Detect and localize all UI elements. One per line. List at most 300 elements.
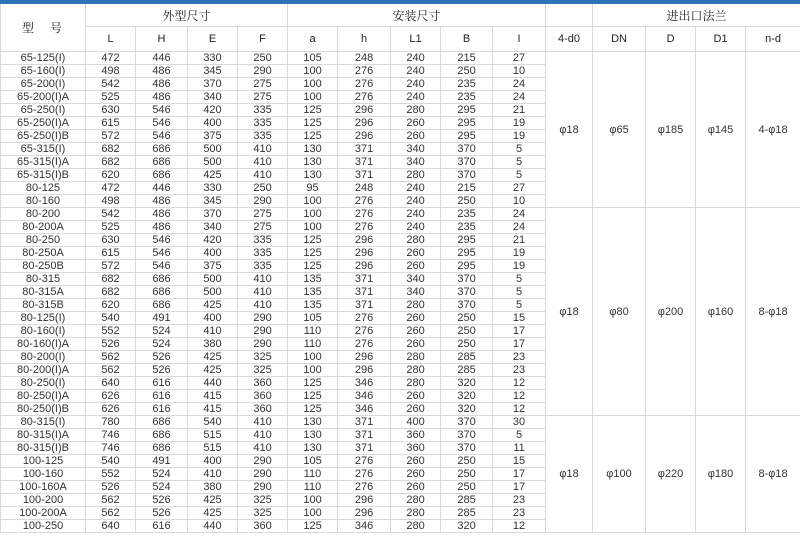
value-cell: 290	[238, 468, 288, 481]
value-cell: 486	[136, 221, 188, 234]
value-cell: 370	[441, 156, 493, 169]
value-cell: 370	[441, 299, 493, 312]
value-cell: 410	[238, 143, 288, 156]
value-cell: 320	[441, 520, 493, 533]
model-cell: 80-125	[1, 182, 86, 195]
model-cell: 100-160A	[1, 481, 86, 494]
value-cell: 235	[441, 78, 493, 91]
value-cell: 285	[441, 507, 493, 520]
model-cell: 65-315(I)B	[1, 169, 86, 182]
value-cell: 260	[391, 325, 441, 338]
value-cell: 12	[493, 403, 546, 416]
value-cell: 410	[188, 468, 238, 481]
value-cell: 110	[288, 325, 338, 338]
value-cell: 400	[391, 416, 441, 429]
value-cell: 686	[136, 143, 188, 156]
value-cell: 130	[288, 429, 338, 442]
value-cell: 686	[136, 169, 188, 182]
model-cell: 80-250(I)	[1, 377, 86, 390]
value-cell: 370	[441, 286, 493, 299]
value-cell: 260	[391, 130, 441, 143]
value-cell: 630	[86, 104, 136, 117]
value-cell: 250	[441, 312, 493, 325]
value-cell: 346	[338, 520, 391, 533]
value-cell: 640	[86, 377, 136, 390]
value-cell: 370	[441, 273, 493, 286]
value-cell: 250	[441, 338, 493, 351]
value-cell: 472	[86, 52, 136, 65]
value-cell: 682	[86, 286, 136, 299]
model-cell: 80-315(I)	[1, 416, 86, 429]
value-cell: 240	[391, 208, 441, 221]
model-cell: 80-200(I)	[1, 351, 86, 364]
value-cell: 360	[238, 377, 288, 390]
value-cell: 346	[338, 390, 391, 403]
column-header-4-d0: 4-d0	[546, 27, 593, 52]
value-cell: 130	[288, 416, 338, 429]
value-cell: 275	[238, 78, 288, 91]
value-cell: 546	[136, 130, 188, 143]
value-cell: 23	[493, 351, 546, 364]
value-cell: 110	[288, 338, 338, 351]
value-cell: 325	[238, 364, 288, 377]
header-group-row	[1, 2, 800, 27]
value-cell: 95	[288, 182, 338, 195]
flange-dn-cell: φ100	[593, 416, 646, 533]
value-cell: 5	[493, 156, 546, 169]
value-cell: 250	[441, 65, 493, 78]
value-cell: 250	[441, 325, 493, 338]
table-row	[1, 416, 800, 429]
value-cell: 248	[338, 52, 391, 65]
value-cell: 371	[338, 416, 391, 429]
value-cell: 420	[188, 104, 238, 117]
value-cell: 100	[288, 351, 338, 364]
value-cell: 24	[493, 78, 546, 91]
value-cell: 280	[391, 520, 441, 533]
value-cell: 260	[391, 260, 441, 273]
column-header-D: D	[646, 27, 696, 52]
value-cell: 235	[441, 221, 493, 234]
value-cell: 100	[288, 507, 338, 520]
value-cell: 275	[238, 221, 288, 234]
value-cell: 370	[441, 442, 493, 455]
value-cell: 375	[188, 130, 238, 143]
column-header-DN: DN	[593, 27, 646, 52]
value-cell: 10	[493, 65, 546, 78]
value-cell: 12	[493, 390, 546, 403]
header-d0-blank	[546, 2, 593, 27]
column-header-F: F	[238, 27, 288, 52]
value-cell: 296	[338, 234, 391, 247]
value-cell: 105	[288, 52, 338, 65]
value-cell: 276	[338, 91, 391, 104]
model-cell: 80-250A	[1, 247, 86, 260]
value-cell: 472	[86, 182, 136, 195]
model-cell: 80-315B	[1, 299, 86, 312]
model-cell: 65-315(I)	[1, 143, 86, 156]
value-cell: 542	[86, 208, 136, 221]
value-cell: 524	[136, 325, 188, 338]
value-cell: 410	[238, 299, 288, 312]
value-cell: 371	[338, 156, 391, 169]
value-cell: 23	[493, 507, 546, 520]
header-outline-dimensions: 外型尺寸	[86, 2, 288, 27]
value-cell: 380	[188, 338, 238, 351]
value-cell: 360	[391, 442, 441, 455]
value-cell: 5	[493, 429, 546, 442]
value-cell: 21	[493, 234, 546, 247]
value-cell: 260	[391, 403, 441, 416]
value-cell: 130	[288, 442, 338, 455]
value-cell: 371	[338, 143, 391, 156]
value-cell: 275	[238, 91, 288, 104]
value-cell: 346	[338, 377, 391, 390]
value-cell: 515	[188, 442, 238, 455]
value-cell: 546	[136, 104, 188, 117]
value-cell: 296	[338, 247, 391, 260]
value-cell: 340	[391, 286, 441, 299]
value-cell: 345	[188, 195, 238, 208]
value-cell: 335	[238, 234, 288, 247]
value-cell: 410	[238, 416, 288, 429]
value-cell: 540	[86, 312, 136, 325]
value-cell: 125	[288, 403, 338, 416]
flange-4d0-cell: φ18	[546, 416, 593, 533]
model-cell: 80-250(I)B	[1, 403, 86, 416]
value-cell: 280	[391, 351, 441, 364]
column-header-E: E	[188, 27, 238, 52]
value-cell: 100	[288, 364, 338, 377]
value-cell: 486	[136, 208, 188, 221]
value-cell: 280	[391, 234, 441, 247]
value-cell: 486	[136, 195, 188, 208]
value-cell: 235	[441, 208, 493, 221]
value-cell: 24	[493, 208, 546, 221]
column-header-h: h	[338, 27, 391, 52]
value-cell: 135	[288, 286, 338, 299]
value-cell: 290	[238, 195, 288, 208]
value-cell: 320	[441, 377, 493, 390]
value-cell: 105	[288, 312, 338, 325]
value-cell: 12	[493, 520, 546, 533]
value-cell: 19	[493, 130, 546, 143]
value-cell: 295	[441, 234, 493, 247]
value-cell: 335	[238, 104, 288, 117]
value-cell: 640	[86, 520, 136, 533]
value-cell: 630	[86, 234, 136, 247]
value-cell: 260	[391, 312, 441, 325]
value-cell: 425	[188, 299, 238, 312]
value-cell: 240	[391, 52, 441, 65]
value-cell: 370	[441, 429, 493, 442]
value-cell: 626	[86, 390, 136, 403]
value-cell: 410	[238, 286, 288, 299]
value-cell: 335	[238, 247, 288, 260]
value-cell: 17	[493, 468, 546, 481]
value-cell: 525	[86, 221, 136, 234]
flange-dn-cell: φ65	[593, 52, 646, 208]
value-cell: 500	[188, 156, 238, 169]
value-cell: 686	[136, 156, 188, 169]
value-cell: 346	[338, 403, 391, 416]
value-cell: 260	[391, 117, 441, 130]
value-cell: 105	[288, 455, 338, 468]
value-cell: 746	[86, 429, 136, 442]
value-cell: 125	[288, 130, 338, 143]
value-cell: 425	[188, 507, 238, 520]
value-cell: 415	[188, 390, 238, 403]
value-cell: 285	[441, 494, 493, 507]
value-cell: 23	[493, 494, 546, 507]
value-cell: 135	[288, 299, 338, 312]
value-cell: 17	[493, 481, 546, 494]
flange-d-cell: φ200	[646, 208, 696, 416]
value-cell: 400	[188, 117, 238, 130]
value-cell: 295	[441, 247, 493, 260]
value-cell: 380	[188, 481, 238, 494]
value-cell: 240	[391, 91, 441, 104]
value-cell: 296	[338, 260, 391, 273]
value-cell: 371	[338, 169, 391, 182]
value-cell: 320	[441, 403, 493, 416]
value-cell: 275	[238, 208, 288, 221]
value-cell: 616	[136, 390, 188, 403]
value-cell: 746	[86, 442, 136, 455]
value-cell: 27	[493, 182, 546, 195]
value-cell: 400	[188, 455, 238, 468]
header-flange: 进出口法兰	[593, 2, 800, 27]
table-row	[1, 52, 800, 65]
model-cell: 80-315	[1, 273, 86, 286]
value-cell: 130	[288, 169, 338, 182]
value-cell: 125	[288, 377, 338, 390]
value-cell: 682	[86, 273, 136, 286]
flange-nd-cell: 8-φ18	[746, 208, 800, 416]
value-cell: 320	[441, 390, 493, 403]
value-cell: 276	[338, 221, 391, 234]
value-cell: 370	[188, 208, 238, 221]
value-cell: 340	[188, 91, 238, 104]
value-cell: 626	[86, 403, 136, 416]
table-row	[1, 208, 800, 221]
value-cell: 280	[391, 104, 441, 117]
model-cell: 80-200A	[1, 221, 86, 234]
value-cell: 23	[493, 364, 546, 377]
value-cell: 296	[338, 364, 391, 377]
value-cell: 572	[86, 260, 136, 273]
value-cell: 360	[238, 403, 288, 416]
value-cell: 250	[441, 468, 493, 481]
value-cell: 371	[338, 429, 391, 442]
value-cell: 410	[188, 325, 238, 338]
value-cell: 340	[391, 273, 441, 286]
value-cell: 130	[288, 143, 338, 156]
value-cell: 295	[441, 130, 493, 143]
value-cell: 100	[288, 195, 338, 208]
value-cell: 500	[188, 143, 238, 156]
value-cell: 248	[338, 182, 391, 195]
value-cell: 215	[441, 52, 493, 65]
model-cell: 100-125	[1, 455, 86, 468]
value-cell: 340	[391, 156, 441, 169]
value-cell: 280	[391, 494, 441, 507]
value-cell: 616	[136, 377, 188, 390]
flange-nd-cell: 4-φ18	[746, 52, 800, 208]
value-cell: 682	[86, 156, 136, 169]
value-cell: 285	[441, 364, 493, 377]
value-cell: 525	[86, 91, 136, 104]
value-cell: 260	[391, 455, 441, 468]
value-cell: 260	[391, 338, 441, 351]
value-cell: 410	[238, 273, 288, 286]
column-header-n-d: n-d	[746, 27, 800, 52]
value-cell: 295	[441, 117, 493, 130]
value-cell: 17	[493, 338, 546, 351]
value-cell: 686	[136, 429, 188, 442]
header-install-dimensions: 安装尺寸	[288, 2, 546, 27]
value-cell: 615	[86, 247, 136, 260]
value-cell: 276	[338, 325, 391, 338]
value-cell: 526	[136, 494, 188, 507]
value-cell: 335	[238, 117, 288, 130]
value-cell: 110	[288, 468, 338, 481]
flange-d-cell: φ185	[646, 52, 696, 208]
value-cell: 360	[391, 429, 441, 442]
value-cell: 5	[493, 299, 546, 312]
value-cell: 296	[338, 104, 391, 117]
value-cell: 542	[86, 78, 136, 91]
value-cell: 276	[338, 338, 391, 351]
value-cell: 446	[136, 52, 188, 65]
column-header-H: H	[136, 27, 188, 52]
model-cell: 100-200	[1, 494, 86, 507]
value-cell: 526	[86, 481, 136, 494]
value-cell: 335	[238, 130, 288, 143]
value-cell: 498	[86, 195, 136, 208]
value-cell: 280	[391, 299, 441, 312]
model-cell: 100-250	[1, 520, 86, 533]
value-cell: 19	[493, 247, 546, 260]
value-cell: 540	[188, 416, 238, 429]
model-cell: 80-250B	[1, 260, 86, 273]
value-cell: 440	[188, 520, 238, 533]
model-cell: 80-160(I)A	[1, 338, 86, 351]
value-cell: 250	[238, 52, 288, 65]
value-cell: 686	[136, 416, 188, 429]
value-cell: 250	[238, 182, 288, 195]
value-cell: 500	[188, 286, 238, 299]
value-cell: 276	[338, 195, 391, 208]
model-cell: 100-160	[1, 468, 86, 481]
value-cell: 562	[86, 364, 136, 377]
value-cell: 371	[338, 299, 391, 312]
value-cell: 240	[391, 221, 441, 234]
value-cell: 276	[338, 208, 391, 221]
value-cell: 330	[188, 52, 238, 65]
value-cell: 620	[86, 299, 136, 312]
value-cell: 276	[338, 312, 391, 325]
value-cell: 562	[86, 494, 136, 507]
value-cell: 780	[86, 416, 136, 429]
model-cell: 65-250(I)B	[1, 130, 86, 143]
value-cell: 296	[338, 130, 391, 143]
value-cell: 296	[338, 507, 391, 520]
value-cell: 125	[288, 390, 338, 403]
value-cell: 290	[238, 325, 288, 338]
value-cell: 491	[136, 455, 188, 468]
model-cell: 80-315(I)A	[1, 429, 86, 442]
value-cell: 290	[238, 65, 288, 78]
value-cell: 500	[188, 273, 238, 286]
value-cell: 410	[238, 429, 288, 442]
value-cell: 235	[441, 91, 493, 104]
flange-4d0-cell: φ18	[546, 52, 593, 208]
value-cell: 498	[86, 65, 136, 78]
value-cell: 540	[86, 455, 136, 468]
value-cell: 290	[238, 338, 288, 351]
value-cell: 290	[238, 312, 288, 325]
value-cell: 27	[493, 52, 546, 65]
value-cell: 280	[391, 507, 441, 520]
model-cell: 100-200A	[1, 507, 86, 520]
value-cell: 371	[338, 273, 391, 286]
value-cell: 515	[188, 429, 238, 442]
value-cell: 546	[136, 247, 188, 260]
value-cell: 5	[493, 286, 546, 299]
value-cell: 491	[136, 312, 188, 325]
value-cell: 335	[238, 260, 288, 273]
value-cell: 562	[86, 507, 136, 520]
value-cell: 125	[288, 234, 338, 247]
value-cell: 330	[188, 182, 238, 195]
value-cell: 110	[288, 481, 338, 494]
value-cell: 19	[493, 117, 546, 130]
model-cell: 80-160	[1, 195, 86, 208]
value-cell: 296	[338, 494, 391, 507]
value-cell: 250	[441, 195, 493, 208]
value-cell: 526	[86, 338, 136, 351]
value-cell: 410	[238, 442, 288, 455]
value-cell: 340	[188, 221, 238, 234]
value-cell: 24	[493, 221, 546, 234]
value-cell: 360	[238, 520, 288, 533]
value-cell: 240	[391, 78, 441, 91]
model-cell: 65-200(I)A	[1, 91, 86, 104]
value-cell: 100	[288, 221, 338, 234]
value-cell: 615	[86, 117, 136, 130]
value-cell: 290	[238, 455, 288, 468]
value-cell: 552	[86, 468, 136, 481]
flange-4d0-cell: φ18	[546, 208, 593, 416]
value-cell: 295	[441, 260, 493, 273]
column-header-D1: D1	[696, 27, 746, 52]
value-cell: 276	[338, 468, 391, 481]
value-cell: 486	[136, 65, 188, 78]
value-cell: 100	[288, 91, 338, 104]
value-cell: 440	[188, 377, 238, 390]
value-cell: 240	[391, 182, 441, 195]
value-cell: 276	[338, 78, 391, 91]
value-cell: 276	[338, 65, 391, 78]
value-cell: 425	[188, 169, 238, 182]
model-cell: 65-250(I)A	[1, 117, 86, 130]
column-header-I: I	[493, 27, 546, 52]
value-cell: 686	[136, 299, 188, 312]
column-header-B: B	[441, 27, 493, 52]
value-cell: 296	[338, 351, 391, 364]
value-cell: 524	[136, 338, 188, 351]
